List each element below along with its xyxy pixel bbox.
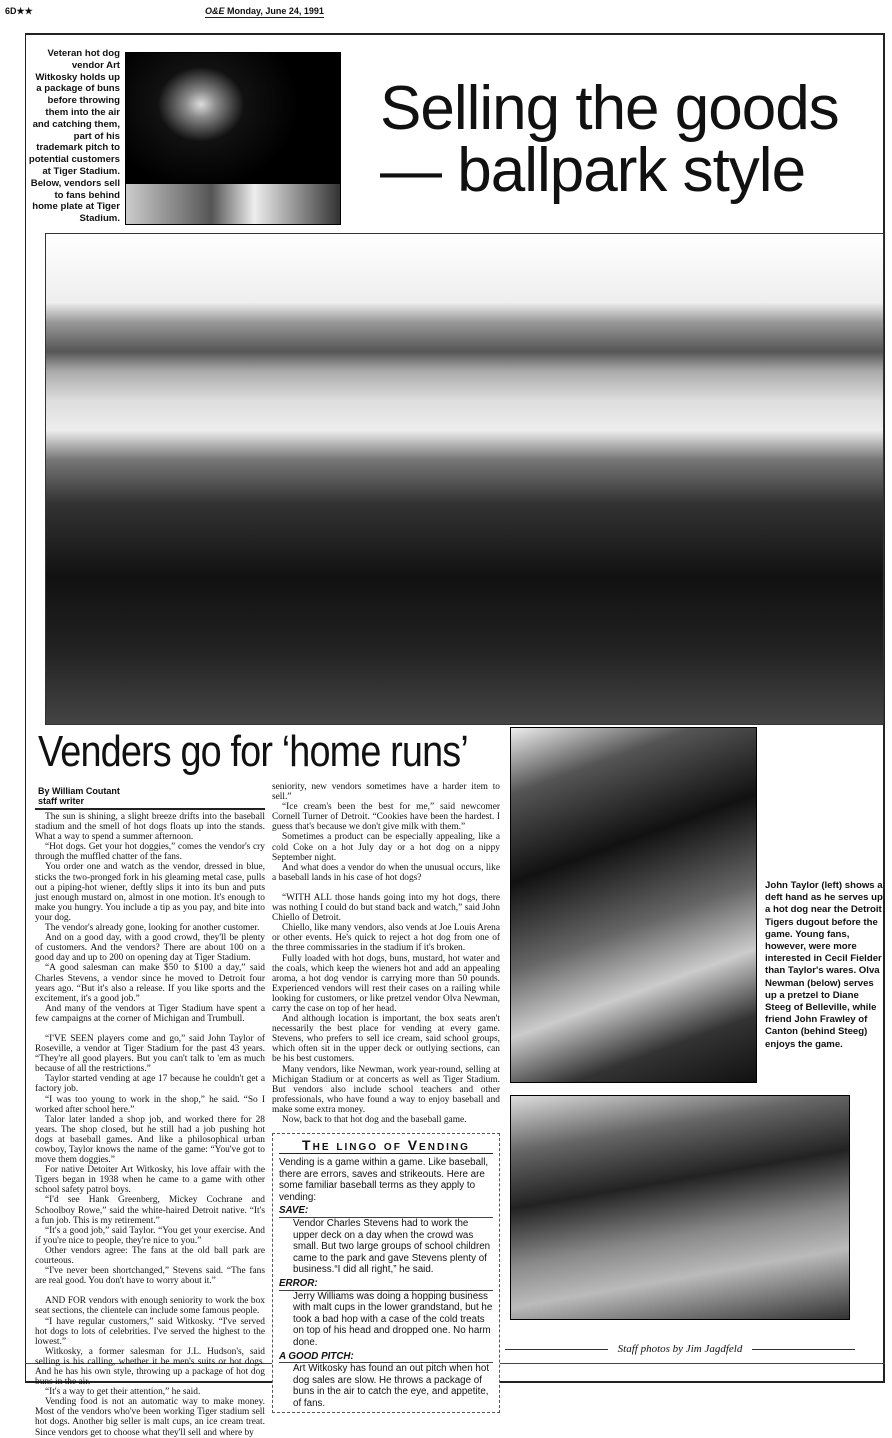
paragraph: “It's a good job,” said Taylor. “You get your exercise. And if you're nice to people, they're nice to you.” xyxy=(35,1225,265,1246)
paragraph: Now, back to that hot dog and the baseball game. xyxy=(282,1115,467,1125)
paragraph: “I was too young to work in the shop,” he said. “So I worked after school here.” xyxy=(35,1094,265,1115)
byline-title: staff writer xyxy=(38,796,85,806)
page-folio: 6D★★ xyxy=(5,6,33,16)
paragraph: Fully loaded with hot dogs, buns, mustard, hot water and the coals, which keep the wieners hot and add an appealing aroma, a hot dog vendor is carrying more than 50 pounds. Experienced vendors will rest their cases on a railing while looking for customers, or like pretzel vendor Olva Newman, carry the case on top of her head. xyxy=(272,953,500,1014)
paragraph: Taylor started vending at age 17 because he couldn't get a factory job. xyxy=(35,1074,265,1095)
credit-rule-left xyxy=(505,1349,608,1350)
term-definition: Vendor Charles Stevens had to work the upper deck on a day when the crowd was small. But two large groups of school children came to the park and gave Stevens plenty of business.“I did all right,” he said. xyxy=(293,1217,491,1276)
paragraph: “WITH ALL those hands going into my hot dogs, there was nothing I could do but stand back and watch,” said John Chiello of Detroit. xyxy=(272,892,500,924)
byline xyxy=(38,786,120,806)
paragraph: “A good salesman can make $50 to $100 a day,” said Charles Stevens, a vendor since he moved to Detroit four years ago. “But it's also a release. If you like sports and the excitement, it's a good job.” xyxy=(35,963,265,1004)
paragraph: Chiello, like many vendors, also vends at Joe Louis Arena or other events. He's quick to reject a hot dog from one of the three commissaries in the stadium if it's broken. xyxy=(272,923,500,954)
paragraph: And what does a vendor do when the unusual occurs, like a baseball lands in his case of hot dogs? xyxy=(272,862,500,883)
lingo-sidebar xyxy=(272,1133,500,1413)
vendor-buns-photo xyxy=(125,52,341,225)
credit-text: Staff photos by Jim Jagdfeld xyxy=(617,1343,743,1355)
top-photo-caption: Veteran hot dog vendor Art Witkosky holds up a package of buns before throwing them into the air and catching them, part of his trademark pitch to potential customers at Tiger Stadium. Below, vendors sell to fans behind home plate at Tiger Stadium. xyxy=(28,48,120,225)
photo-credit xyxy=(505,1343,855,1355)
sidebar-terms xyxy=(279,1205,493,1409)
paragraph: “I'd see Hank Greenberg, Mickey Cochrane and Schoolboy Rowe,” said the white-haired Detroit native. “It's a fun job. This is my retirement.” xyxy=(35,1195,265,1226)
paragraph: “Hot dogs. Get your hot doggies,” comes the vendor's cry through the muffled chatter of the fans. xyxy=(35,842,265,863)
paragraph: The vendor's already gone, looking for another customer. xyxy=(45,923,260,934)
term-label: ERROR: xyxy=(279,1278,493,1291)
paragraph: Many vendors, like Newman, work year-round, selling at Michigan Stadium or at concerts as well as Tiger Stadium. But vendors also include school teachers and other professionals, who have found a way to enjoy baseball and make some extra money. xyxy=(272,1064,500,1115)
term-definition: Art Witkosky has found an out pitch when hot dog sales are slow. He throws a package of buns in the air to catch the eye, and appetite, of fans. xyxy=(293,1363,490,1409)
article-column-2 xyxy=(272,782,500,1125)
article-headline: Venders go for ‘home runs’ xyxy=(38,727,468,776)
term-definition: Jerry Williams was doing a hopping business with malt cups in the lower grandstand, but he took a bad hop with a case of the cold treats on top of his head and dropped one. No harm done. xyxy=(293,1290,493,1348)
term-label: SAVE: xyxy=(279,1205,493,1218)
paragraph: Other vendors agree: The fans at the old ball park are courteous. xyxy=(35,1245,265,1267)
paragraph: For native Detoiter Art Witkosky, his love affair with the Tigers began in 1938 when he came to a game with other school safety patrol boys. xyxy=(35,1165,265,1196)
byline-author: By William Coutant xyxy=(38,786,120,796)
dateline xyxy=(205,6,324,18)
taylor-dugout-photo xyxy=(510,727,757,1083)
paragraph: Vending food is not an automatic way to make money. Most of the vendors who've been working Tiger stadium sell hot dogs. Another big seller is malt cups, an ice cream treat. Since vendors get to choose what they'll sell and where by xyxy=(35,1397,265,1438)
paragraph: AND FOR vendors with enough seniority to work the box seat sections, the clientele can include some famous people. xyxy=(35,1296,265,1317)
issue-date: Monday, June 24, 1991 xyxy=(227,6,324,16)
paragraph: And on a good day, with a good crowd, they'll be plenty of customers. And the vendors? There are about 100 on a good day and up to 200 on opening day at Tiger Stadium. xyxy=(35,933,265,964)
paragraph: The sun is shining, a slight breeze drifts into the baseball stadium and the smell of hot dogs floats up into the stands. What a way to spend a summer afternoon. xyxy=(35,812,265,843)
paragraph: Witkosky, a former salesman for J.L. Hudson's, said selling is his calling, whether it be men's suits or hot dogs. And he has his own style, throwing up a package of hot dog buns in the air. xyxy=(35,1346,265,1388)
stadium-photo xyxy=(45,233,884,725)
right-photo-caption: John Taylor (left) shows a deft hand as he serves up a hot dog near the Detroit Tigers dugout before the game. Young fans, however, were more interested in Cecil Fielder than Taylor's wares. Olva Newman (below) serves up a pretzel to Diane Steeg of Belleville, while friend John Frawley of Canton (behind Steeg) enjoys the game. xyxy=(765,880,883,1050)
paragraph: “Ice cream's been the best for me,” said newcomer Cornell Turner of Detroit. “Cookies have been the hardest. I guess that's because we don't give milk with them.” xyxy=(272,802,500,833)
paragraph: “I'VE SEEN players come and go,” said John Taylor of Roseville, a vendor at Tiger Stadium for the past 43 years. “They're all good players. But you can't talk to 'em as much because of all the restrictions.” xyxy=(35,1033,265,1075)
term-label: A GOOD PITCH: xyxy=(279,1351,493,1364)
paragraph: You order one and watch as the vendor, dressed in blue, sticks the two-pronged fork in his gleaming metal case, pulls out a piping-hot wiener, deftly slips it into its bun and puts just enough mustard on, almost in one motion. It's enough to make you hungry. You include a tip as you pay, and bite into your dog. xyxy=(35,862,265,923)
article-column-1 xyxy=(35,812,265,1438)
sidebar-intro: Vending is a game within a game. Like baseball, there are errors, saves and strikeouts. Here are some familiar baseball terms as they apply to vending: xyxy=(279,1157,489,1203)
paragraph: And although location is important, the box seats aren't necessarily the best place for vending at every game. Stevens, who prefers to sell ice cream, said school groups, which often sit in the upper deck or outlying sections, can be his best customers. xyxy=(272,1014,500,1065)
paragraph: Talor later landed a shop job, and worked there for 28 years. The shop closed, but he still had a job pushing hot dogs at baseball games. And like a philosophical urban cowboy, Taylor knows the name of the game: “You've got to move them doggies.” xyxy=(35,1114,265,1166)
paragraph: seniority, new vendors sometimes have a harder item to sell.” xyxy=(272,782,500,803)
paragraph: “It's a way to get their attention,” he said. xyxy=(45,1387,201,1398)
sidebar-title: The lingo of Vending xyxy=(279,1137,493,1154)
paragraph: “I have regular customers,” said Witkosky. “I've served hot dogs to lots of celebrities. I've served the highest to the lowest.” xyxy=(35,1316,265,1347)
paragraph: And many of the vendors at Tiger Stadium have spent a few campaigns at the corner of Michigan and Trumbull. xyxy=(35,1003,265,1024)
paragraph: Sometimes a product can be especially appealing, like a cold Coke on a hot July day or a hot dog on a nippy September night. xyxy=(272,832,500,863)
byline-divider xyxy=(35,808,265,810)
credit-rule-right xyxy=(752,1349,855,1350)
main-headline: Selling the goods — ballpark style xyxy=(380,74,839,205)
newman-pretzel-photo xyxy=(510,1095,850,1320)
paragraph: “I've never been shortchanged,” Stevens said. “The fans are real good. You don't have to worry about it.” xyxy=(35,1266,265,1287)
section-name: O&E xyxy=(205,6,225,16)
